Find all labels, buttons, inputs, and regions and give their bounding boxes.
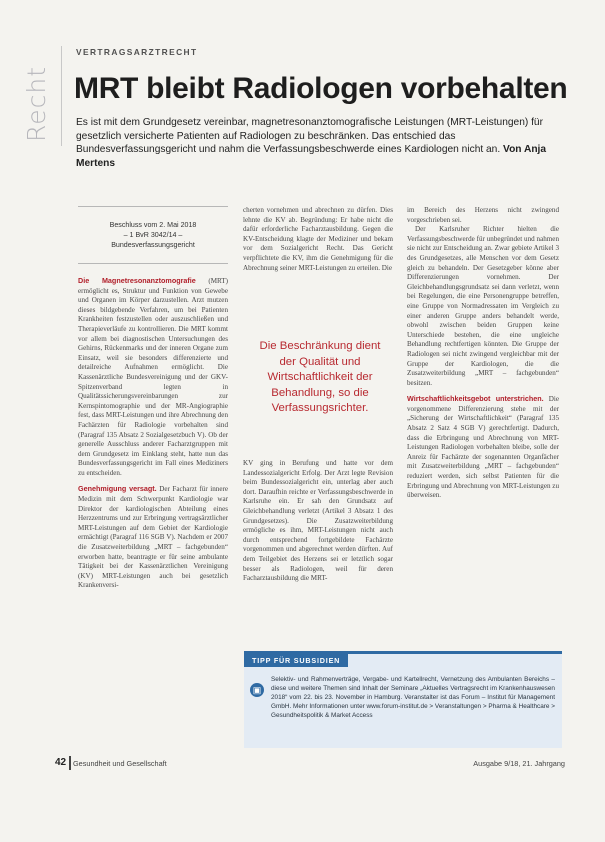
lead-text: Es ist mit dem Grundgesetz vereinbar, magnetresonanztomografische Leistungen (MRT-Leistungen) für gesetzlich versicherte Patienten auf Radiologen zu beschränken. Das entschied das Bundesverfassungsgericht und nahm die Verfassungsbeschwerde eines Kardiologen nicht an.	[76, 117, 543, 155]
ruling-file-number: – 1 BvR 3042/14 –	[123, 231, 183, 239]
article-column-2-bottom	[243, 459, 393, 643]
paragraph-text: Der Facharzt für innere Medizin mit dem Schwerpunkt Kardiologie war Direktor der kardiologischen Abteilung eines Herzzentrums und zur Erbringung vertragsärztlicher MRT-Leistungen auf dem Gebiet der Kardiologie ermächtigt (Paragraf 116 SGB V). Nachdem er 2007 die Zusatzweiterbildung „MRT – fachgebunden“ erworben hatte, beantragte er für seine ambulante Tätigkeit bei der Kassenärztlichen Vereinigung (KV) MRT-Leistungen auch bei gesetzlich Krankenversi-	[78, 485, 228, 590]
paragraph-text: (MRT) ermöglicht es, Struktur und Funktion von Gewebe und Organen im Körper darzustellen. Arzt mutzen dieses bildgebende Verfahren, um bei Patienten Krankheiten festzustellen oder auszuschließen und Therapieverläufe zu kontrollieren. Die MRT kommt vor allem bei diagnostischen Untersuchungen des Gehirns, Rückenmarks und der inneren Organe zum Einsatz, weil sie besonders differenzierte und detailreiche Aufnahmen ermöglicht. Die Kassenärztliche Bundesvereinigung und der GKV-Spitzenverband legten in Qualitätssicherungsvereinbarungen zur Kernspintomographie und der MR-Angiographie fest, dass MRT-Leistungen und ihre Abrechnung den Fachärzten für Radiologie vorbehalten sind (Paragraf 135 Absatz 2 Sozialgesetzbuch V). Ob der generelle Ausschluss anderer Facharztgruppen mit dem Grundgesetz im Einklang steht, hatte nun das Bundesverfassungsgericht im Fall eines Mediziners zu entscheiden.	[78, 277, 228, 477]
calendar-icon: ▣	[250, 683, 264, 697]
paragraph	[78, 276, 228, 478]
article-column-3	[407, 206, 559, 642]
section-label: Recht	[22, 65, 51, 142]
paragraph	[78, 484, 228, 591]
page-footer	[55, 759, 575, 771]
tip-header: TIPP FÜR SUBSIDIEN	[244, 654, 348, 667]
magazine-name: Gesundheit und Gesellschaft	[73, 759, 167, 768]
paragraph-text: cherten vornehmen und abrechnen zu dürfen. Dies lehnte die KV ab. Begründung: Er habe nicht die dafür erforderliche Facharztausbildung. Gegen die KV-Entscheidung klagte der Mediziner und bekam vor dem Sozialgericht Recht. Das Gericht verpflichtete die KV, ihm die Genehmigung für die Abrechnung seiner MRT-Leistungen zu erteilen. Die	[243, 206, 393, 272]
article-column-2-top	[243, 206, 393, 326]
section-divider	[61, 46, 62, 146]
subheading: Die Magnetresonanztomografie	[78, 276, 196, 285]
subheading: Wirtschaftlichkeitsgebot unterstrichen.	[407, 394, 544, 404]
subheading: Genehmigung versagt.	[78, 484, 157, 494]
paragraph-text: Die vorgenommene Differenzierung stehe mit der „Sicherung der Wirtschaftlichkeit“ (Paragraf 135 Absatz 2 Satz 4 SGB V) gerechtfertigt. Dadurch, dass die Erbringung und Abrechnung von MRT-Leistungen Radiologen vorbehalten bleibe, solle der Anreiz für Fachärzte der sogenannten Organfächer mit Zusatzweiterbildung „MRT – fachgebunden“ reduziert werden, sich selbst Patienten für die Erbringung und Abrechnung von MRT-Leistungen zu überweisen.	[407, 395, 559, 500]
article-title: MRT bleibt Radiologen vorbehalten	[74, 72, 568, 105]
paragraph	[407, 394, 559, 501]
paragraph-text: KV ging in Berufung und hatte vor dem Landessozialgericht Erfolg. Der Arzt legte Revision beim Bundessozialgericht ein, unterlag aber auch dort. Daraufhin reichte er Verfassungsbeschwerde in Karlsruhe ein. Er sah den Grundsatz auf Gleichbehandlung verletzt (Artikel 3 Absatz 1 des Grundgesetzes). Die Zusatzweiterbildung ermögliche es ihm, MRT-Leistungen nicht auch durch entsprechend fortgebildete Fachärzte vorgenommen und abgerechnet werden dürften. Auf dem Teilgebiet des Herzens sei er letztlich sogar besser als Radiologen, weil für deren Facharztausbildung die MRT-	[243, 459, 393, 583]
ruling-date: Beschluss vom 2. Mai 2018	[109, 221, 197, 229]
issue-info: Ausgabe 9/18, 21. Jahrgang	[473, 759, 565, 768]
author-byline: Von Anja Mertens	[76, 144, 547, 169]
paragraph-text: Der Karlsruher Richter hielten die Verfassungsbeschwerde für unbegründet und nahmen sie nicht zur Entscheidung an. Zwar gebiete Artikel 3 des Grundgesetzes, alle Menschen vor dem Gesetz gleich zu behandeln. Der Gesetzgeber könne aber Differenzierungen vornehmen. Der Gleichbehandlungsgrundsatz sei dann verletzt, wenn bei Regelungen, die eine Personengruppe betreffen, eine Gruppe von Normadressaten im Vergleich zu einer anderen Gruppe anders behandelt werde, obwohl zwischen beiden Gruppen keine Unterschiede bestehen, die eine ungleiche Behandlung rechtfertigen könnten. Die Gruppe der Radiologen sei nicht zwingend vergleichbar mit der Gruppe der Kardiologen, die die Zusatzweiterbildung „MRT – fachgebunden“ besitzen.	[407, 225, 559, 387]
ruling-court: Bundesverfassungsgericht	[111, 241, 195, 249]
footer-divider	[69, 756, 71, 770]
tip-box	[244, 651, 562, 748]
paragraph-text: im Bereich des Herzens nicht zwingend vorgeschrieben sei.	[407, 206, 559, 224]
page-number: 42	[55, 757, 67, 768]
ruling-reference-box	[78, 206, 228, 264]
tip-text: Selektiv- und Rahmenverträge, Vergabe- und Kartellrecht, Vernetzung des Ambulanten Bereichs – diese und weitere Themen sind Inhalt der Seminare „Aktuelles Vertragsrecht im Krankenhauswesen 2018“ vom 22. bis 23. November in Hamburg. Veranstalter ist das Forum – Institut für Management GmbH. Mehr Informationen unter www.forum-institut.de > Veranstaltungen > Pharma & Healthcare > Gesundheitspolitik & Market Access	[271, 676, 555, 719]
kicker: VERTRAGSARZTRECHT	[76, 47, 198, 57]
article-lead	[76, 116, 576, 170]
pull-quote: Die Beschränkung dient der Qualität und Wirtschaftlichkeit der Behandlung, so die Verfassungsrichter.	[259, 340, 381, 414]
article-column-1	[78, 276, 228, 746]
